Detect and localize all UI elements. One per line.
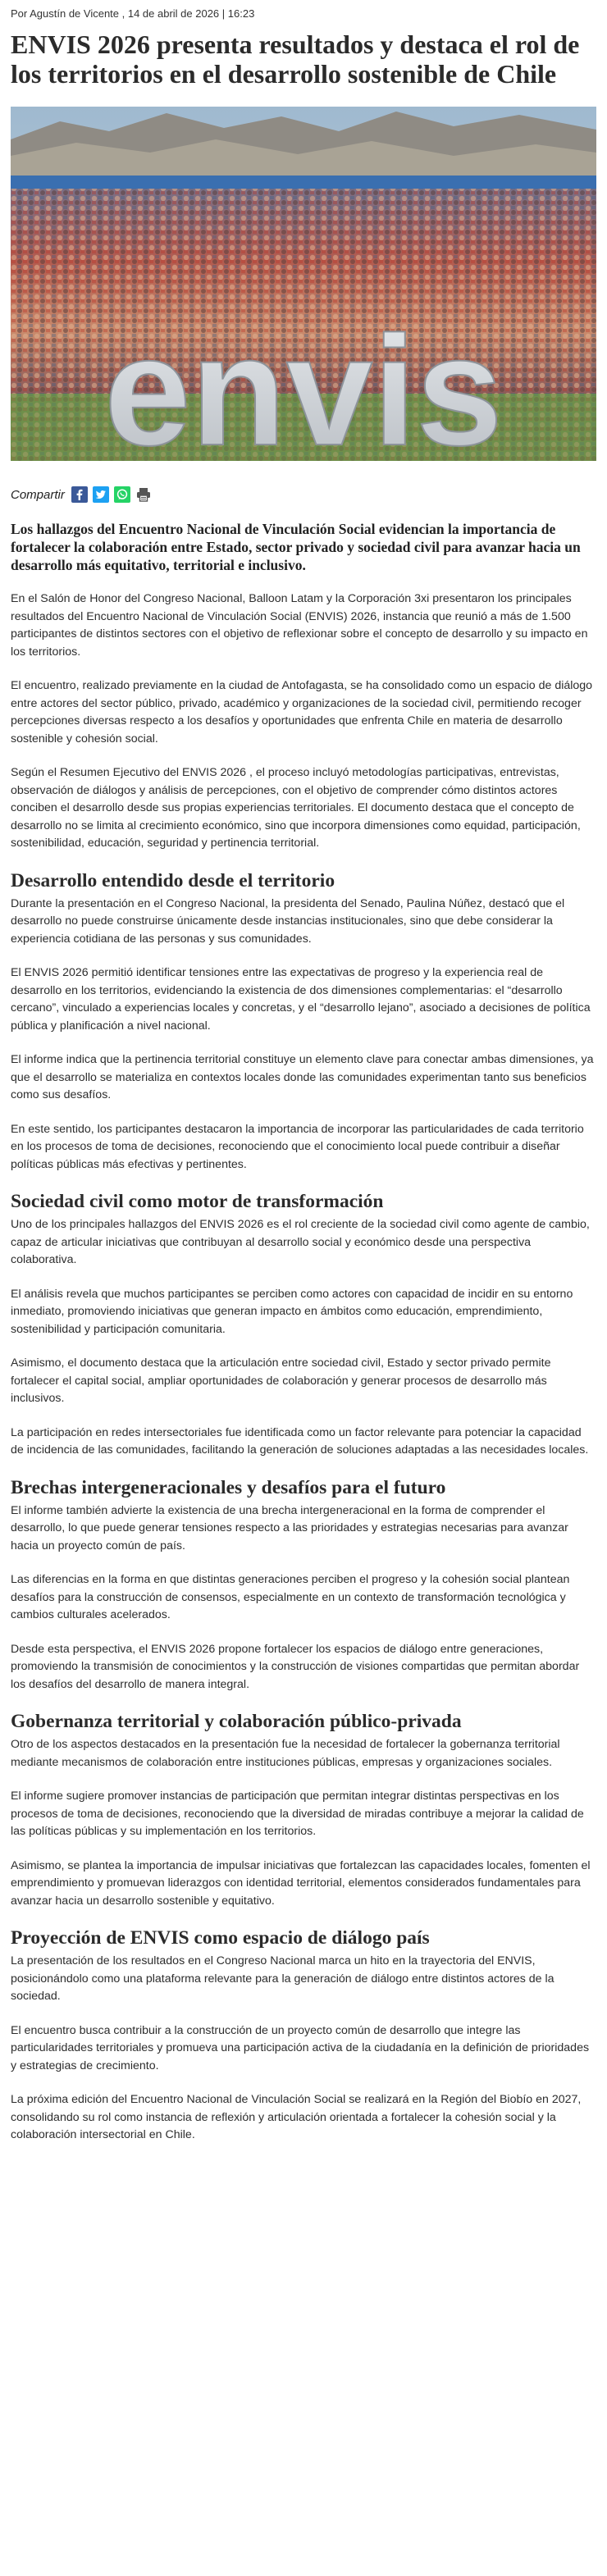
paragraph: El encuentro busca contribuir a la construcción de un proyecto común de desarrollo que integre las particularidades territoriales y promueva una participación activa de la ciudadanía en la definición de prioridades y estrategias de crecimiento.	[11, 2023, 590, 2072]
paragraph: El informe también advierte la existencia de una brecha intergeneracional en la forma de comprender el desarrollo, lo que puede generar tensiones respecto a las prioridades y estrategias necesarias para avanzar hacia un proyecto común de país.	[11, 1503, 568, 1552]
paragraph: Desde esta perspectiva, el ENVIS 2026 propone fortalecer los espacios de diálogo entre generaciones, promoviendo la transmisión de conocimientos y la construcción de visiones compartidas que permitan abordar los desafíos del desarrollo de manera integral.	[11, 1642, 580, 1691]
paragraph: La próxima edición del Encuentro Nacional de Vinculación Social se realizará en la Región del Biobío en 2027, consolidando su rol como instancia de reflexión y articulación orientada a fortalecer la cohesión social y la colaboración intersectorial en Chile.	[11, 2093, 582, 2141]
article	[11, 0, 596, 2145]
twitter-icon[interactable]	[93, 486, 109, 503]
facebook-icon[interactable]	[71, 486, 88, 503]
section-heading: Proyección de ENVIS como espacio de diálogo país	[11, 1927, 430, 1949]
section-heading: Gobernanza territorial y colaboración público-privada	[11, 1711, 462, 1732]
print-icon[interactable]	[135, 486, 152, 503]
paragraph: En este sentido, los participantes destacaron la importancia de incorporar las particularidades de cada territorio en los procesos de toma de decisiones, reconociendo que el conocimiento local puede contribuir a diseñar políticas públicas más efectivas y pertinentes.	[11, 1122, 584, 1171]
share-label: Compartir	[11, 487, 65, 502]
paragraph: Asimismo, el documento destaca que la articulación entre sociedad civil, Estado y sector privado permite fortalecer el capital social, ampliar oportunidades de colaboración y generar procesos de desarrollo más inclusivos.	[11, 1356, 551, 1405]
paragraph: Uno de los principales hallazgos del ENVIS 2026 es el rol creciente de la sociedad civil como agente de cambio, capaz de articular iniciativas que contribuyan al desarrollo social y económico desde una perspectiva colaborativa.	[11, 1218, 590, 1266]
paragraph: Asimismo, se plantea la importancia de impulsar iniciativas que fortalezcan las capacidades locales, fomenten el emprendimiento y promuevan liderazgos con identidad territorial, elementos considerados fundamentales para avanzar hacia un desarrollo sostenible y equitativo.	[11, 1858, 591, 1908]
paragraph: El informe indica que la pertinencia territorial constituye un elemento clave para conectar ambas dimensiones, ya que el desarrollo se materializa en contextos locales donde las comunidades experimentan tanto sus beneficios como sus desafíos.	[11, 1053, 594, 1101]
paragraph: Según el Resumen Ejecutivo del ENVIS 2026 , el proceso incluyó metodologías participativas, entrevistas, observación de diálogos y análisis de percepciones, con el objetivo de comprender cómo distintos actores conciben el desarrollo desde sus propias experiencias territoriales. El documento destaca que el concepto de desarrollo no se limita al crecimiento económico, sino que incorpora dimensiones como equidad, participación, sostenibilidad, educación, seguridad y pertinencia territorial.	[11, 766, 581, 850]
paragraph: El encuentro, realizado previamente en la ciudad de Antofagasta, se ha consolidado como un espacio de diálogo entre actores del sector público, privado, académico y organizaciones de la sociedad civil, permitiendo recoger percepciones diversas respecto a los desafíos y oportunidades que enfrenta Chile en materia de desarrollo sostenible y cohesión social.	[11, 679, 593, 745]
paragraph: El ENVIS 2026 permitió identificar tensiones entre las expectativas de progreso y la experiencia real de desarrollo en los territorios, evidenciando la existencia de dos dimensiones complementarias: el “desarrollo cercano”, vinculado a experiencias locales y concretas, y el “desarrollo lejano”, asociado a decisiones de política pública y planificación a nivel nacional.	[11, 966, 591, 1033]
whatsapp-icon[interactable]	[114, 486, 130, 503]
paragraph: Durante la presentación en el Congreso Nacional, la presidenta del Senado, Paulina Núñez, destacó que el desarrollo no puede construirse únicamente desde instancias institucionales, sino que debe considerar la experiencia cotidiana de las personas y sus comunidades.	[11, 896, 565, 946]
section-heading: Sociedad civil como motor de transformación	[11, 1191, 384, 1212]
share-bar	[11, 484, 596, 505]
hero-wordmark: envis	[104, 304, 503, 461]
article-lead: Los hallazgos del Encuentro Nacional de Vinculación Social evidencian la importancia de fortalecer la colaboración entre Estado, sector privado y sociedad civil para avanzar hacia un desarrollo más equitativo, territorial e inclusivo.	[11, 521, 581, 573]
paragraph: La participación en redes intersectoriales fue identificada como un factor relevante para potenciar la capacidad de incidencia de las comunidades, facilitando la generación de soluciones adaptadas a las necesidades locales.	[11, 1425, 589, 1457]
section-heading: Desarrollo entendido desde el territorio	[11, 869, 335, 891]
paragraph: Las diferencias en la forma en que distintas generaciones perciben el progreso y la cohesión social plantean desafíos para la construcción de consensos, especialmente en un contexto de transformación tecnológica y cambios culturales acelerados.	[11, 1573, 570, 1621]
paragraph: El análisis revela que muchos participantes se perciben como actores con capacidad de incidir en su entorno inmediato, promoviendo iniciativas que generan impacto en ámbitos como educación, emprendimiento, sostenibilidad y participación comunitaria.	[11, 1287, 573, 1336]
paragraph: Otro de los aspectos destacados en la presentación fue la necesidad de fortalecer la gobernanza territorial mediante mecanismos de colaboración entre instituciones públicas, empresas y organizaciones sociales.	[11, 1738, 560, 1769]
hero-image	[11, 107, 596, 461]
section-heading: Brechas intergeneracionales y desafíos para el futuro	[11, 1476, 446, 1498]
paragraph: La presentación de los resultados en el Congreso Nacional marca un hito en la trayectoria del ENVIS, posicionándolo como una plataforma relevante para la generación de diálogo entre distintos actores de la sociedad.	[11, 1954, 555, 2003]
paragraph: El informe sugiere promover instancias de participación que permitan integrar distintas perspectivas en los procesos de toma de decisiones, reconociendo que la diversidad de miradas contribuye a mejorar la calidad de las políticas públicas y su implementación en los territorios.	[11, 1790, 584, 1838]
article-title: ENVIS 2026 presenta resultados y destaca el rol de los territorios en el desarrollo sostenible de Chile	[11, 30, 580, 89]
byline: Por Agustín de Vicente , 14 de abril de 2026 | 16:23	[11, 7, 255, 20]
paragraph: En el Salón de Honor del Congreso Nacional, Balloon Latam y la Corporación 3xi presentaron los principales resultados del Encuentro Nacional de Vinculación Social (ENVIS) 2026, instancia que reunió a más de 1.500 participantes de distintos sectores con el objetivo de reflexionar sobre el concepto de desarrollo y su impacto en los territorios.	[11, 592, 588, 659]
